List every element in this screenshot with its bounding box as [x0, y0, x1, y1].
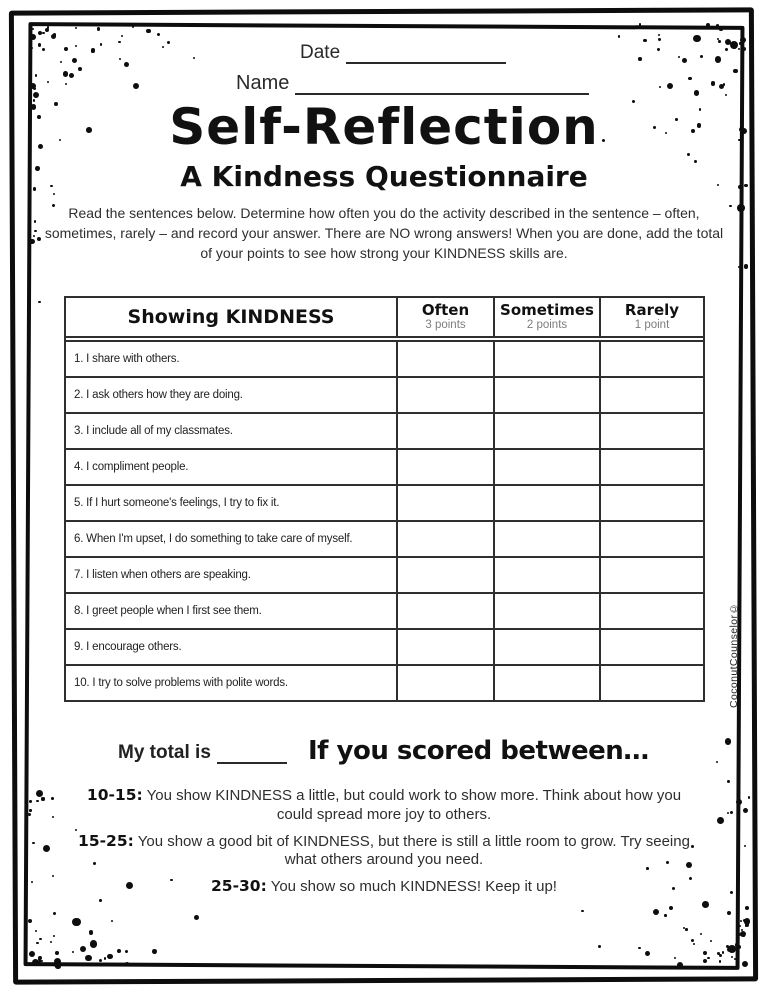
answer-cell-often [396, 666, 493, 700]
answer-cell-often [396, 558, 493, 592]
answer-cell-sometimes [493, 558, 599, 592]
answer-cell-sometimes [493, 414, 599, 448]
name-blank-line [295, 77, 589, 95]
total-label [118, 742, 287, 764]
credit-text: CoconutCounselor© [728, 602, 740, 708]
table-row [66, 484, 703, 520]
table-row [66, 556, 703, 592]
answer-cell-sometimes [493, 630, 599, 664]
answer-cell-sometimes [493, 450, 599, 484]
header-col-often [396, 298, 493, 336]
instructions-text: Read the sentences below. Determine how often you do the activity described in the sentence – often, sometimes, rarely – and record your answer. There are NO wrong answers! When you are done, add the total of your points to see how strong your KINDNESS skills are. [44, 205, 724, 261]
score-range-text: You show so much KINDNESS! Keep it up! [270, 878, 557, 895]
table-header-row [66, 298, 703, 338]
score-range-label: 15-25: [78, 831, 134, 850]
table-row [66, 628, 703, 664]
answer-cell-rarely [599, 630, 703, 664]
answer-cell-sometimes [493, 486, 599, 520]
statement-cell: 2. I ask others how they are doing. [74, 389, 243, 401]
answer-cell-sometimes [493, 594, 599, 628]
table-row [66, 592, 703, 628]
answer-cell-often [396, 450, 493, 484]
table-row [66, 340, 703, 376]
header-col-sometimes [493, 298, 599, 336]
answer-cell-often [396, 594, 493, 628]
score-range-text: You show KINDNESS a little, but could work to show more. Think about how you could spread more joy to others. [146, 787, 682, 823]
table-body [66, 340, 703, 700]
answer-cell-rarely [599, 594, 703, 628]
score-range-text: You show a good bit of KINDNESS, but there is still a little room to grow. Try seeing what others around you need. [137, 832, 690, 869]
score-range [74, 786, 694, 825]
table-row [66, 664, 703, 700]
header-col-points: 2 points [526, 319, 568, 332]
answer-cell-often [396, 522, 493, 556]
table-row [66, 412, 703, 448]
statement-cell: 8. I greet people when I first see them. [74, 605, 262, 617]
name-label: Name [236, 72, 290, 94]
answer-cell-sometimes [493, 666, 599, 700]
header-col-label: Rarely [624, 300, 680, 319]
header-col-points: 1 point [634, 319, 670, 332]
statement-cell: 4. I compliment people. [74, 461, 189, 473]
statement-cell: 1. I share with others. [74, 353, 180, 365]
statement-cell: 5. If I hurt someone's feelings, I try to fix it. [74, 497, 280, 509]
statement-cell: 6. When I'm upset, I do something to take care of myself. [74, 533, 353, 545]
answer-cell-sometimes [493, 522, 599, 556]
score-range-label: 10-15: [86, 786, 143, 804]
kindness-table [64, 296, 705, 702]
answer-cell-rarely [599, 558, 703, 592]
total-label-text: My total is [118, 742, 211, 763]
scored-heading: If you scored between… [308, 736, 649, 766]
header-col-label: Sometimes [500, 300, 594, 319]
answer-cell-often [396, 630, 493, 664]
answer-cell-rarely [599, 522, 703, 556]
header-col-rarely [599, 298, 703, 336]
answer-cell-rarely [599, 450, 703, 484]
header-col-points: 3 points [425, 319, 466, 332]
page-subtitle: A Kindness Questionnaire [180, 160, 588, 193]
table-row [66, 520, 703, 556]
date-label: Date [300, 42, 341, 63]
score-range [74, 832, 694, 871]
answer-cell-sometimes [493, 342, 599, 376]
answer-cell-often [396, 378, 493, 412]
answer-cell-often [396, 342, 493, 376]
answer-cell-sometimes [493, 378, 599, 412]
total-blank-line [217, 747, 287, 764]
table-row [66, 376, 703, 412]
table-row [66, 448, 703, 484]
statement-cell: 10. I try to solve problems with polite words. [74, 677, 288, 689]
statement-cell: 9. I encourage others. [74, 641, 182, 653]
score-range [74, 877, 694, 897]
page-title: Self-Reflection [169, 98, 599, 156]
answer-cell-rarely [599, 486, 703, 520]
header-statement-cell: Showing KINDNESS [127, 306, 335, 328]
answer-cell-often [396, 414, 493, 448]
score-range-label: 25-30: [211, 877, 267, 895]
answer-cell-rarely [599, 414, 703, 448]
answer-cell-rarely [599, 378, 703, 412]
answer-cell-rarely [599, 342, 703, 376]
answer-cell-often [396, 486, 493, 520]
statement-cell: 7. I listen when others are speaking. [74, 569, 251, 581]
name-row [236, 72, 589, 95]
score-ranges [74, 786, 694, 904]
date-row [300, 42, 506, 64]
header-col-label: Often [421, 300, 470, 319]
answer-cell-rarely [599, 666, 703, 700]
statement-cell: 3. I include all of my classmates. [74, 425, 233, 437]
date-blank-line [346, 46, 506, 64]
